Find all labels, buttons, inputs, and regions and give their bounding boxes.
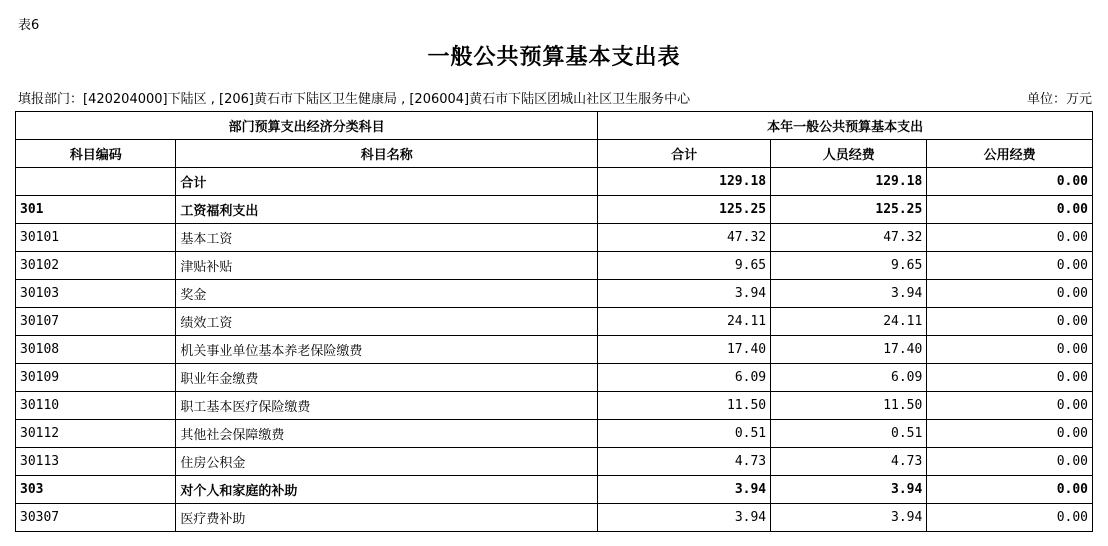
row-name: 其他社会保障缴费 <box>176 420 598 448</box>
row-person: 3.94 <box>771 280 927 308</box>
header-code: 科目编码 <box>16 140 176 168</box>
table-row <box>16 308 1093 336</box>
row-public: 0.00 <box>927 280 1093 308</box>
row-name: 机关事业单位基本养老保险缴费 <box>176 336 598 364</box>
fill-unit-label: 填报部门： <box>18 92 84 107</box>
row-person: 3.94 <box>771 476 927 504</box>
row-name: 对个人和家庭的补助 <box>176 476 598 504</box>
row-name: 住房公积金 <box>176 448 598 476</box>
row-public: 0.00 <box>927 420 1093 448</box>
table-row <box>16 252 1093 280</box>
row-public: 0.00 <box>927 392 1093 420</box>
row-name: 工资福利支出 <box>176 196 598 224</box>
row-total: 11.50 <box>598 392 771 420</box>
table-row <box>16 168 1093 196</box>
row-public: 0.00 <box>927 168 1093 196</box>
row-code: 303 <box>16 476 176 504</box>
fill-unit-value: [420204000]下陆区 , [206]黄石市下陆区卫生健康局 , [206004]黄石市下陆区团城山社区卫生服务中心 <box>83 92 691 107</box>
row-code: 30107 <box>16 308 176 336</box>
row-total: 24.11 <box>598 308 771 336</box>
row-public: 0.00 <box>927 448 1093 476</box>
header-group-row <box>16 112 1093 140</box>
row-public: 0.00 <box>927 196 1093 224</box>
table-row <box>16 448 1093 476</box>
table-row <box>16 280 1093 308</box>
row-name: 职工基本医疗保险缴费 <box>176 392 598 420</box>
header-group-left: 部门预算支出经济分类科目 <box>16 112 598 140</box>
row-person: 3.94 <box>771 504 927 532</box>
table-row <box>16 224 1093 252</box>
row-total: 47.32 <box>598 224 771 252</box>
row-public: 0.00 <box>927 476 1093 504</box>
row-public: 0.00 <box>927 308 1093 336</box>
row-name: 合计 <box>176 168 598 196</box>
header-group-right: 本年一般公共预算基本支出 <box>598 112 1093 140</box>
page-title: 一般公共预算基本支出表 <box>427 44 681 70</box>
row-person: 125.25 <box>771 196 927 224</box>
row-name: 职业年金缴费 <box>176 364 598 392</box>
header-name: 科目名称 <box>176 140 598 168</box>
row-code <box>16 168 176 196</box>
expenditure-table <box>15 111 1093 532</box>
row-code: 30103 <box>16 280 176 308</box>
row-code: 30102 <box>16 252 176 280</box>
row-person: 47.32 <box>771 224 927 252</box>
table-row <box>16 336 1093 364</box>
row-code: 30112 <box>16 420 176 448</box>
row-public: 0.00 <box>927 364 1093 392</box>
row-person: 6.09 <box>771 364 927 392</box>
row-person: 129.18 <box>771 168 927 196</box>
table-row <box>16 392 1093 420</box>
row-code: 30108 <box>16 336 176 364</box>
row-name: 奖金 <box>176 280 598 308</box>
row-total: 3.94 <box>598 504 771 532</box>
row-total: 3.94 <box>598 280 771 308</box>
header-person: 人员经费 <box>771 140 927 168</box>
row-code: 30110 <box>16 392 176 420</box>
row-name: 医疗费补助 <box>176 504 598 532</box>
table-row <box>16 364 1093 392</box>
row-code: 30109 <box>16 364 176 392</box>
row-person: 9.65 <box>771 252 927 280</box>
row-name: 基本工资 <box>176 224 598 252</box>
row-code: 30101 <box>16 224 176 252</box>
row-person: 4.73 <box>771 448 927 476</box>
row-total: 3.94 <box>598 476 771 504</box>
table-row <box>16 420 1093 448</box>
row-code: 30113 <box>16 448 176 476</box>
row-code: 301 <box>16 196 176 224</box>
row-name: 津贴补贴 <box>176 252 598 280</box>
row-name: 绩效工资 <box>176 308 598 336</box>
row-total: 17.40 <box>598 336 771 364</box>
table-body <box>16 168 1093 532</box>
row-person: 11.50 <box>771 392 927 420</box>
row-person: 24.11 <box>771 308 927 336</box>
row-total: 6.09 <box>598 364 771 392</box>
row-total: 125.25 <box>598 196 771 224</box>
row-total: 0.51 <box>598 420 771 448</box>
row-public: 0.00 <box>927 224 1093 252</box>
row-total: 9.65 <box>598 252 771 280</box>
info-row <box>18 88 1092 107</box>
table-row <box>16 476 1093 504</box>
header-public: 公用经费 <box>927 140 1093 168</box>
unit-label: 单位：万元 <box>1026 92 1092 107</box>
table-number: 表6 <box>18 18 40 33</box>
row-total: 4.73 <box>598 448 771 476</box>
row-public: 0.00 <box>927 336 1093 364</box>
header-column-row <box>16 140 1093 168</box>
row-total: 129.18 <box>598 168 771 196</box>
table-row <box>16 196 1093 224</box>
row-person: 17.40 <box>771 336 927 364</box>
row-code: 30307 <box>16 504 176 532</box>
row-public: 0.00 <box>927 504 1093 532</box>
row-public: 0.00 <box>927 252 1093 280</box>
row-person: 0.51 <box>771 420 927 448</box>
table-row <box>16 504 1093 532</box>
header-total: 合计 <box>598 140 771 168</box>
